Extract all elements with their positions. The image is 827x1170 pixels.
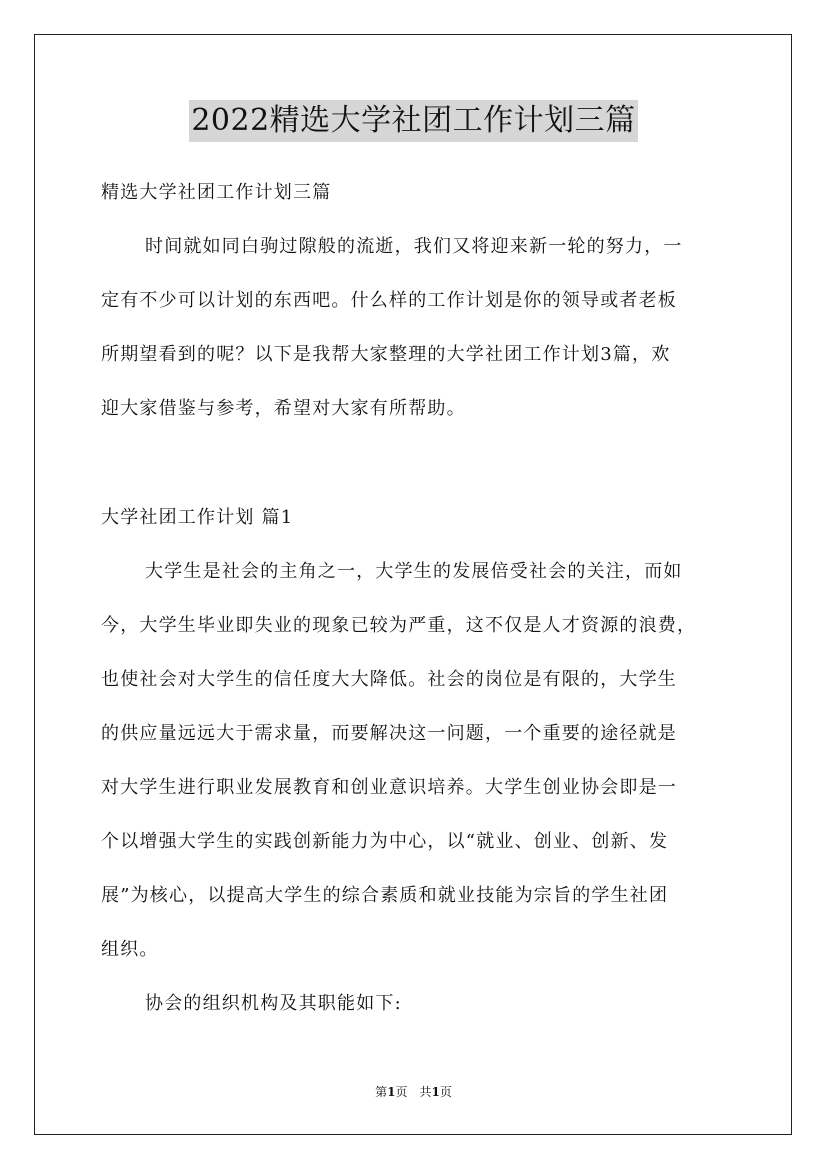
section-line-1: 大学生是社会的主角之一，大学生的发展倍受社会的关注，而如 [145,561,683,582]
section-line-2: 今，大学生毕业即失业的现象已较为严重，这不仅是人才资源的浪费， [101,615,697,636]
intro-line-2: 定有不少可以计划的东西吧。什么样的工作计划是你的领导或者老板 [101,290,677,311]
document-title-text: 2022精选大学社团工作计划三篇 [189,100,637,142]
section-line-3: 也使社会对大学生的信任度大大降低。社会的岗位是有限的，大学生 [101,669,677,690]
footer-current-page: 1 [387,1085,396,1099]
page-footer [0,1084,827,1100]
section-heading: 大学社团工作计划 篇1 [101,507,294,528]
section-line-6: 个以增强大学生的实践创新能力为中心，以“就业、创业、创新、发 [101,831,669,852]
section-line-7: 展”为核心，以提高大学生的综合素质和就业技能为宗旨的学生社团 [101,885,669,906]
section-line-5: 对大学生进行职业发展教育和创业意识培养。大学生创业协会即是一 [101,777,677,798]
document-title [0,100,827,142]
document-subtitle: 精选大学社团工作计划三篇 [101,182,332,203]
section-line-8: 组织。 [101,939,159,960]
footer-suffix: 页 [439,1085,452,1099]
footer-mid: 页 共 [395,1085,432,1099]
intro-line-3: 所期望看到的呢？以下是我帮大家整理的大学社团工作计划3篇，欢 [101,344,671,365]
footer-prefix: 第 [375,1085,388,1099]
intro-line-4: 迎大家借鉴与参考，希望对大家有所帮助。 [101,398,466,419]
section-line-4: 的供应量远远大于需求量，而要解决这一问题，一个重要的途径就是 [101,723,677,744]
org-structure-line: 协会的组织机构及其职能如下: [145,993,402,1014]
footer-total-pages: 1 [431,1085,440,1099]
intro-line-1: 时间就如同白驹过隙般的流逝，我们又将迎来新一轮的努力，一 [145,236,683,257]
